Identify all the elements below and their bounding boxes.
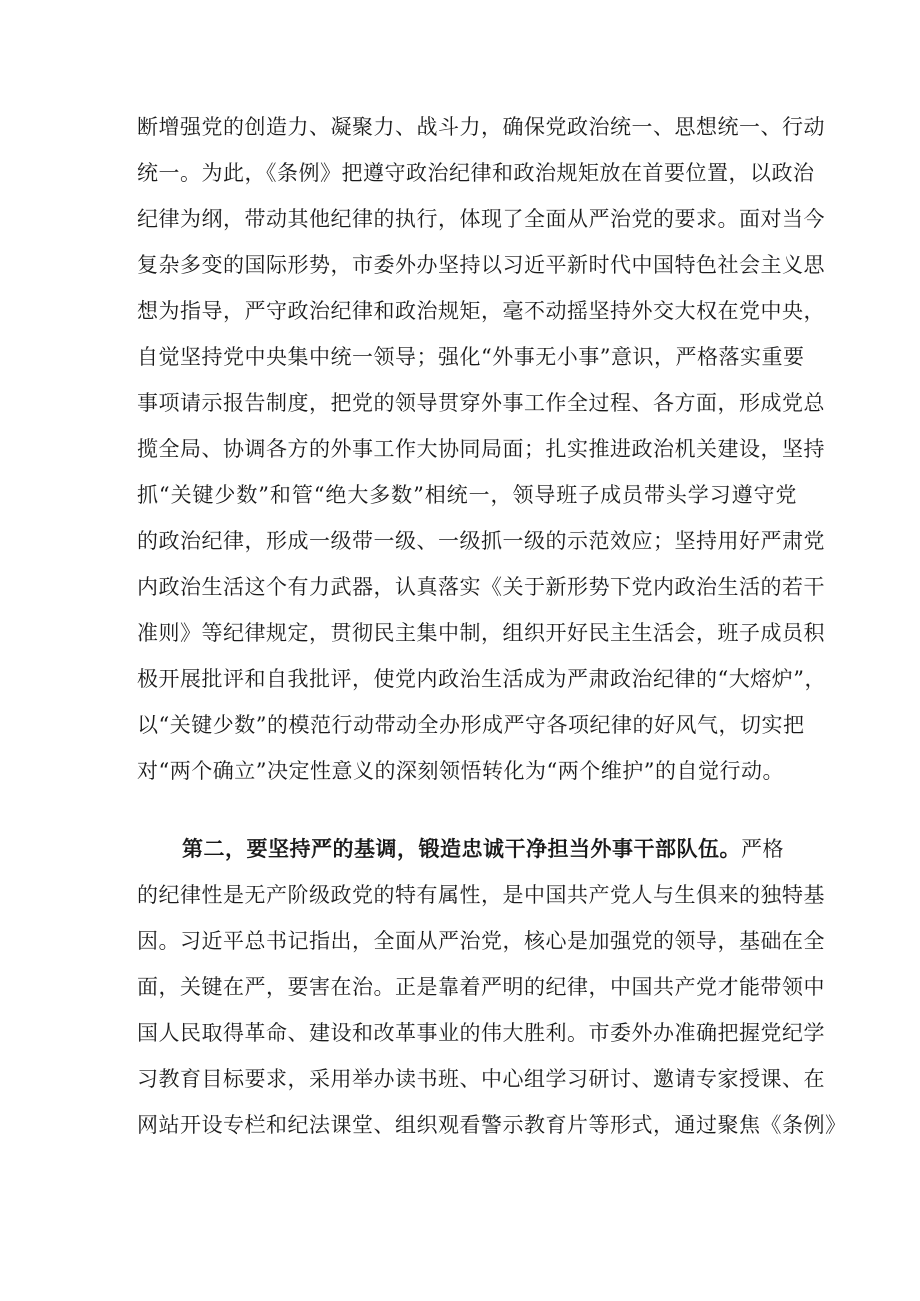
paragraph1-line: 极开展批评和自我批评，使党内政治生活成为严肃政治纪律的“大熔炉”， <box>137 667 826 691</box>
paragraph1-line: 以“关键少数”的模范行动带动全办形成严守各项纪律的好风气，切实把 <box>137 713 805 737</box>
paragraph1-line: 揽全局、协调各方的外事工作大协同局面；扎实推进政治机关建设，坚持 <box>137 437 825 461</box>
paragraph2-line: 国人民取得革命、建设和改革事业的伟大胜利。市委外办准确把握党纪学 <box>137 1021 825 1045</box>
paragraph2-heading: 第二，要坚持严的基调，锻造忠诚干净担当外事干部队伍。 <box>182 836 741 861</box>
paragraph2-line: 习教育目标要求，采用举办读书班、中心组学习研讨、邀请专家授课、在 <box>137 1067 825 1091</box>
paragraph1-line: 的政治纪律，形成一级带一级、一级抓一级的示范效应；坚持用好严肃党 <box>137 529 825 553</box>
paragraph1-line: 内政治生活这个有力武器，认真落实《关于新形势下党内政治生活的若干 <box>137 575 825 599</box>
paragraph1-line: 断增强党的创造力、凝聚力、战斗力，确保党政治统一、思想统一、行动 <box>137 115 825 139</box>
paragraph2-line: 的纪律性是无产阶级政党的特有属性，是中国共产党人与生俱来的独特基 <box>137 883 825 907</box>
paragraph2-first-line-tail: 严格 <box>741 837 784 861</box>
paragraph2-line: 面，关键在严，要害在治。正是靠着严明的纪律，中国共产党才能带领中 <box>137 975 825 999</box>
paragraph1-line: 想为指导，严守政治纪律和政治规矩，毫不动摇坚持外交大权在党中央， <box>137 299 825 323</box>
paragraph1-line: 复杂多变的国际形势，市委外办坚持以习近平新时代中国特色社会主义思 <box>137 253 825 277</box>
paragraph1-line: 事项请示报告制度，把党的领导贯穿外事工作全过程、各方面，形成党总 <box>137 391 825 415</box>
paragraph2-line: 因。习近平总书记指出，全面从严治党，核心是加强党的领导，基础在全 <box>137 929 825 953</box>
paragraph1-line: 自觉坚持党中央集中统一领导；强化“外事无小事”意识，严格落实重要 <box>137 345 805 369</box>
paragraph1-line: 准则》等纪律规定，贯彻民主集中制，组织开好民主生活会，班子成员积 <box>137 621 825 645</box>
paragraph1-line: 纪律为纲，带动其他纪律的执行，体现了全面从严治党的要求。面对当今 <box>137 207 825 231</box>
paragraph1-line: 统一。为此，《条例》把遵守政治纪律和政治规矩放在首要位置，以政治 <box>137 161 815 185</box>
paragraph2-first-line <box>182 834 784 864</box>
paragraph2-line: 网站开设专栏和纪法课堂、组织观看警示教育片等形式，通过聚焦《条例》 <box>137 1113 847 1137</box>
paragraph1-line: 对“两个确立”决定性意义的深刻领悟转化为“两个维护”的自觉行动。 <box>137 759 784 783</box>
paragraph1-line: 抓“关键少数”和管“绝大多数”相统一，领导班子成员带头学习遵守党 <box>137 483 797 507</box>
